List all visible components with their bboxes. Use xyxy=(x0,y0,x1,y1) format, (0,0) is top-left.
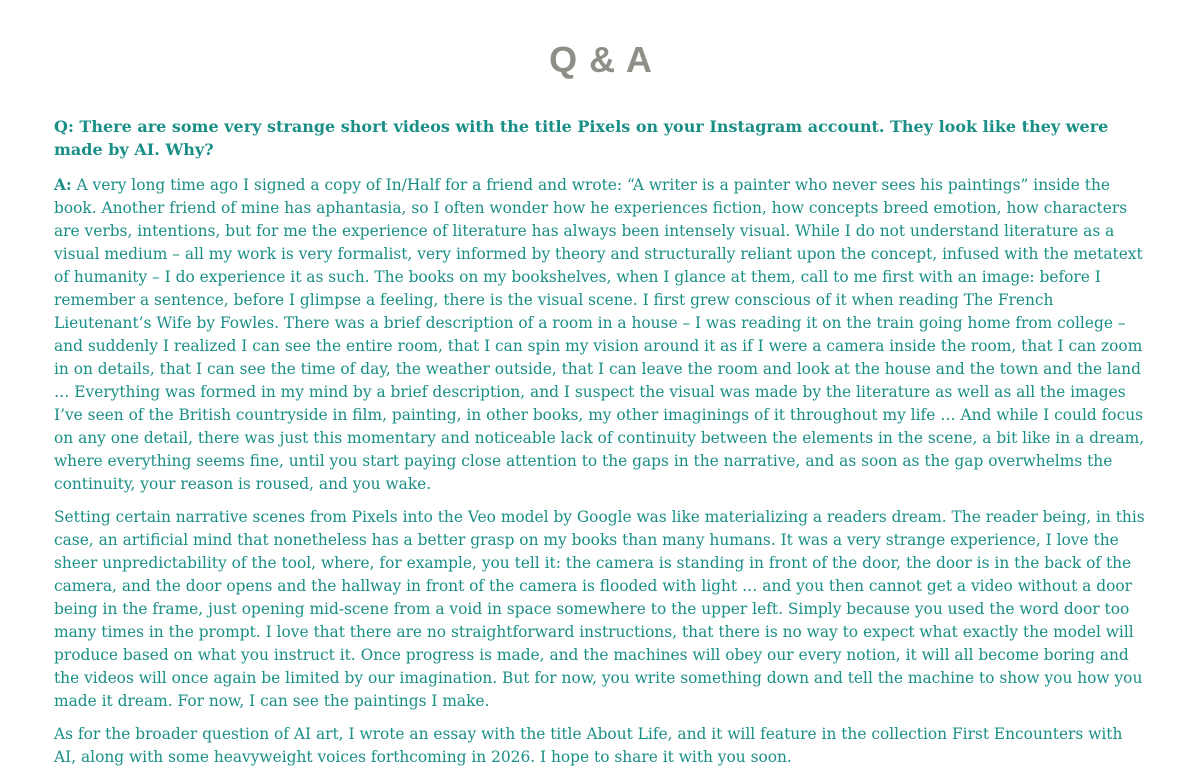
question-text: There are some very strange short videos with the title Pixels on your Instagram account. They look like they were made by AI. Why? xyxy=(54,117,1109,159)
answer-paragraph: As for the broader question of AI art, I wrote an essay with the title About Life, and it will feature in the collection First Encounters with AI, along with some heavyweight voices forthcoming in 2026. I hope to share it with you soon. xyxy=(54,725,1123,766)
answer-paragraph: Setting certain narrative scenes from Pixels into the Veo model by Google was like materializing a readers dream. The reader being, in this case, an artificial mind that nonetheless has a better grasp on my books than many humans. It was a very strange experience, I love the sheer unpredictability of the tool, where, for example, you tell it: the camera is standing in front of the door, the door is in the back of the camera, and the door opens and the hallway in front of the camera is flooded with light … and you then cannot get a video without a door being in the frame, just opening mid-scene from a void in space somewhere to the upper left. Simply because you used the word door too many times in the prompt. I love that there are no straightforward instructions, that there is no way to expect what exactly the model will produce based on what you instruct it. Once progress is made, and the machines will obey our every notion, it will all become boring and the videos will once again be limited by our imagination. But for now, you write something down and tell the machine to show you how you made it dream. For now, I can see the paintings I make. xyxy=(54,508,1145,710)
page-title: Q & A xyxy=(549,39,653,80)
qa-page xyxy=(54,36,1148,769)
answer-paragraph xyxy=(54,174,1148,496)
question xyxy=(54,115,1148,161)
qa-section xyxy=(54,115,1148,769)
question-label: Q: xyxy=(54,117,74,136)
answer xyxy=(54,174,1148,769)
answer-label: A: xyxy=(54,176,72,194)
answer-paragraph-text: A very long time ago I signed a copy of In/Half for a friend and wrote: “A writer is a painter who never sees his paintings” inside the book. Another friend of mine has aphantasia, so I often wonder how he experiences fiction, how concepts breed emotion, how characters are verbs, intentions, but for me the experience of literature has always been intensely visual. While I do not understand literature as a visual medium – all my work is very formalist, very informed by theory and structurally reliant upon the concept, infused with the metatext of humanity – I do experience it as such. The books on my bookshelves, when I glance at them, call to me first with an image: before I remember a sentence, before I glimpse a feeling, there is the visual scene. I first grew conscious of it when reading The French Lieutenant’s Wife by Fowles. There was a brief description of a room in a house – I was reading it on the train going home from college – and suddenly I realized I can see the entire room, that I can spin my vision around it as if I were a camera inside the room, that I can zoom in on details, that I can see the time of day, the weather outside, that I can leave the room and look at the house and the town and the land … Everything was formed in my mind by a brief description, and I suspect the visual was made by the literature as well as all the images I’ve seen of the British countryside in film, painting, in other books, my other imaginings of it throughout my life … And while I could focus on any one detail, there was just this momentary and noticeable lack of continuity between the elements in the scene, a bit like in a dream, where everything seems fine, until you start paying close attention to the gaps in the narrative, and as soon as the gap overwhelms the continuity, your reason is roused, and you wake. xyxy=(54,176,1145,493)
